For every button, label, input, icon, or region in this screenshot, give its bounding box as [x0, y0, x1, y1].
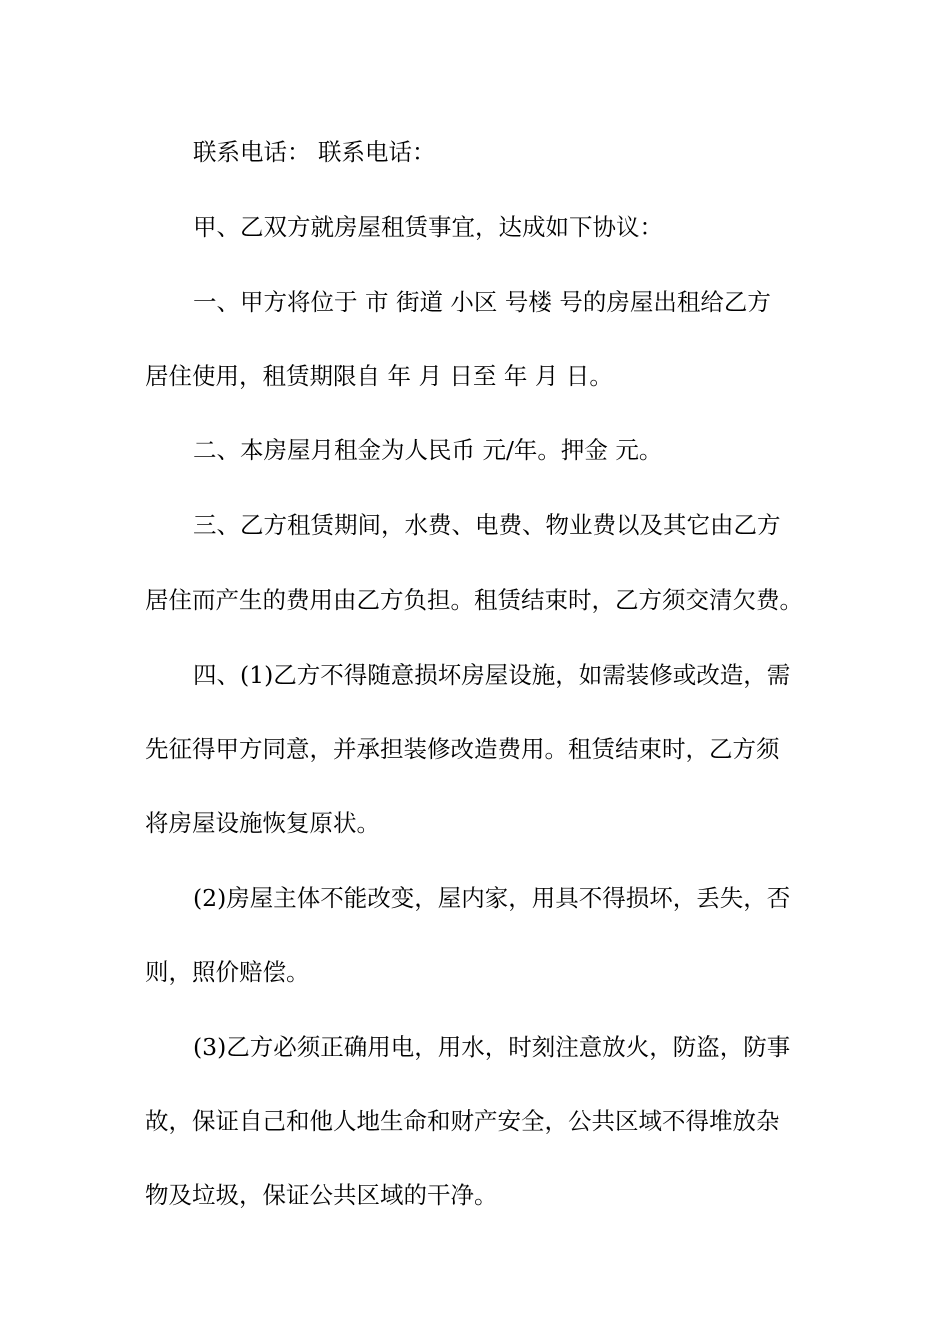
contact-phone-line: 联系电话： 联系电话： — [193, 138, 436, 166]
clause-4-3-line-3: 物及垃圾，保证公共区域的干净。 — [145, 1181, 498, 1209]
clause-4-2-line-2: 则，照价赔偿。 — [145, 958, 310, 986]
clause-1-line-2: 居住使用，租赁期限自 年 月 日至 年 月 日。 — [145, 362, 613, 390]
clause-4-1-line-3: 将房屋设施恢复原状。 — [145, 809, 380, 837]
agreement-intro: 甲、乙双方就房屋租赁事宜，达成如下协议： — [193, 213, 663, 241]
clause-4-3-line-1: (3)乙方必须正确用电，用水，时刻注意放火，防盗，防事 — [193, 1033, 791, 1061]
clause-4-3-line-2: 故，保证自己和他人地生命和财产安全，公共区域不得堆放杂 — [145, 1107, 780, 1135]
clause-3-line-1: 三、乙方租赁期间，水费、电费、物业费以及其它由乙方 — [193, 511, 781, 539]
clause-1-line-1: 一、甲方将位于 市 街道 小区 号楼 号的房屋出租给乙方 — [193, 288, 771, 316]
clause-4-2-line-1: (2)房屋主体不能改变，屋内家，用具不得损坏，丢失，否 — [193, 884, 791, 912]
clause-2: 二、本房屋月租金为人民币 元/年。押金 元。 — [193, 436, 663, 464]
clause-4-1-line-2: 先征得甲方同意，并承担装修改造费用。租赁结束时，乙方须 — [145, 735, 780, 763]
clause-3-line-2: 居住而产生的费用由乙方负担。租赁结束时，乙方须交清欠费。 — [145, 586, 803, 614]
clause-4-1-line-1: 四、(1)乙方不得随意损坏房屋设施，如需装修或改造，需 — [193, 661, 791, 689]
